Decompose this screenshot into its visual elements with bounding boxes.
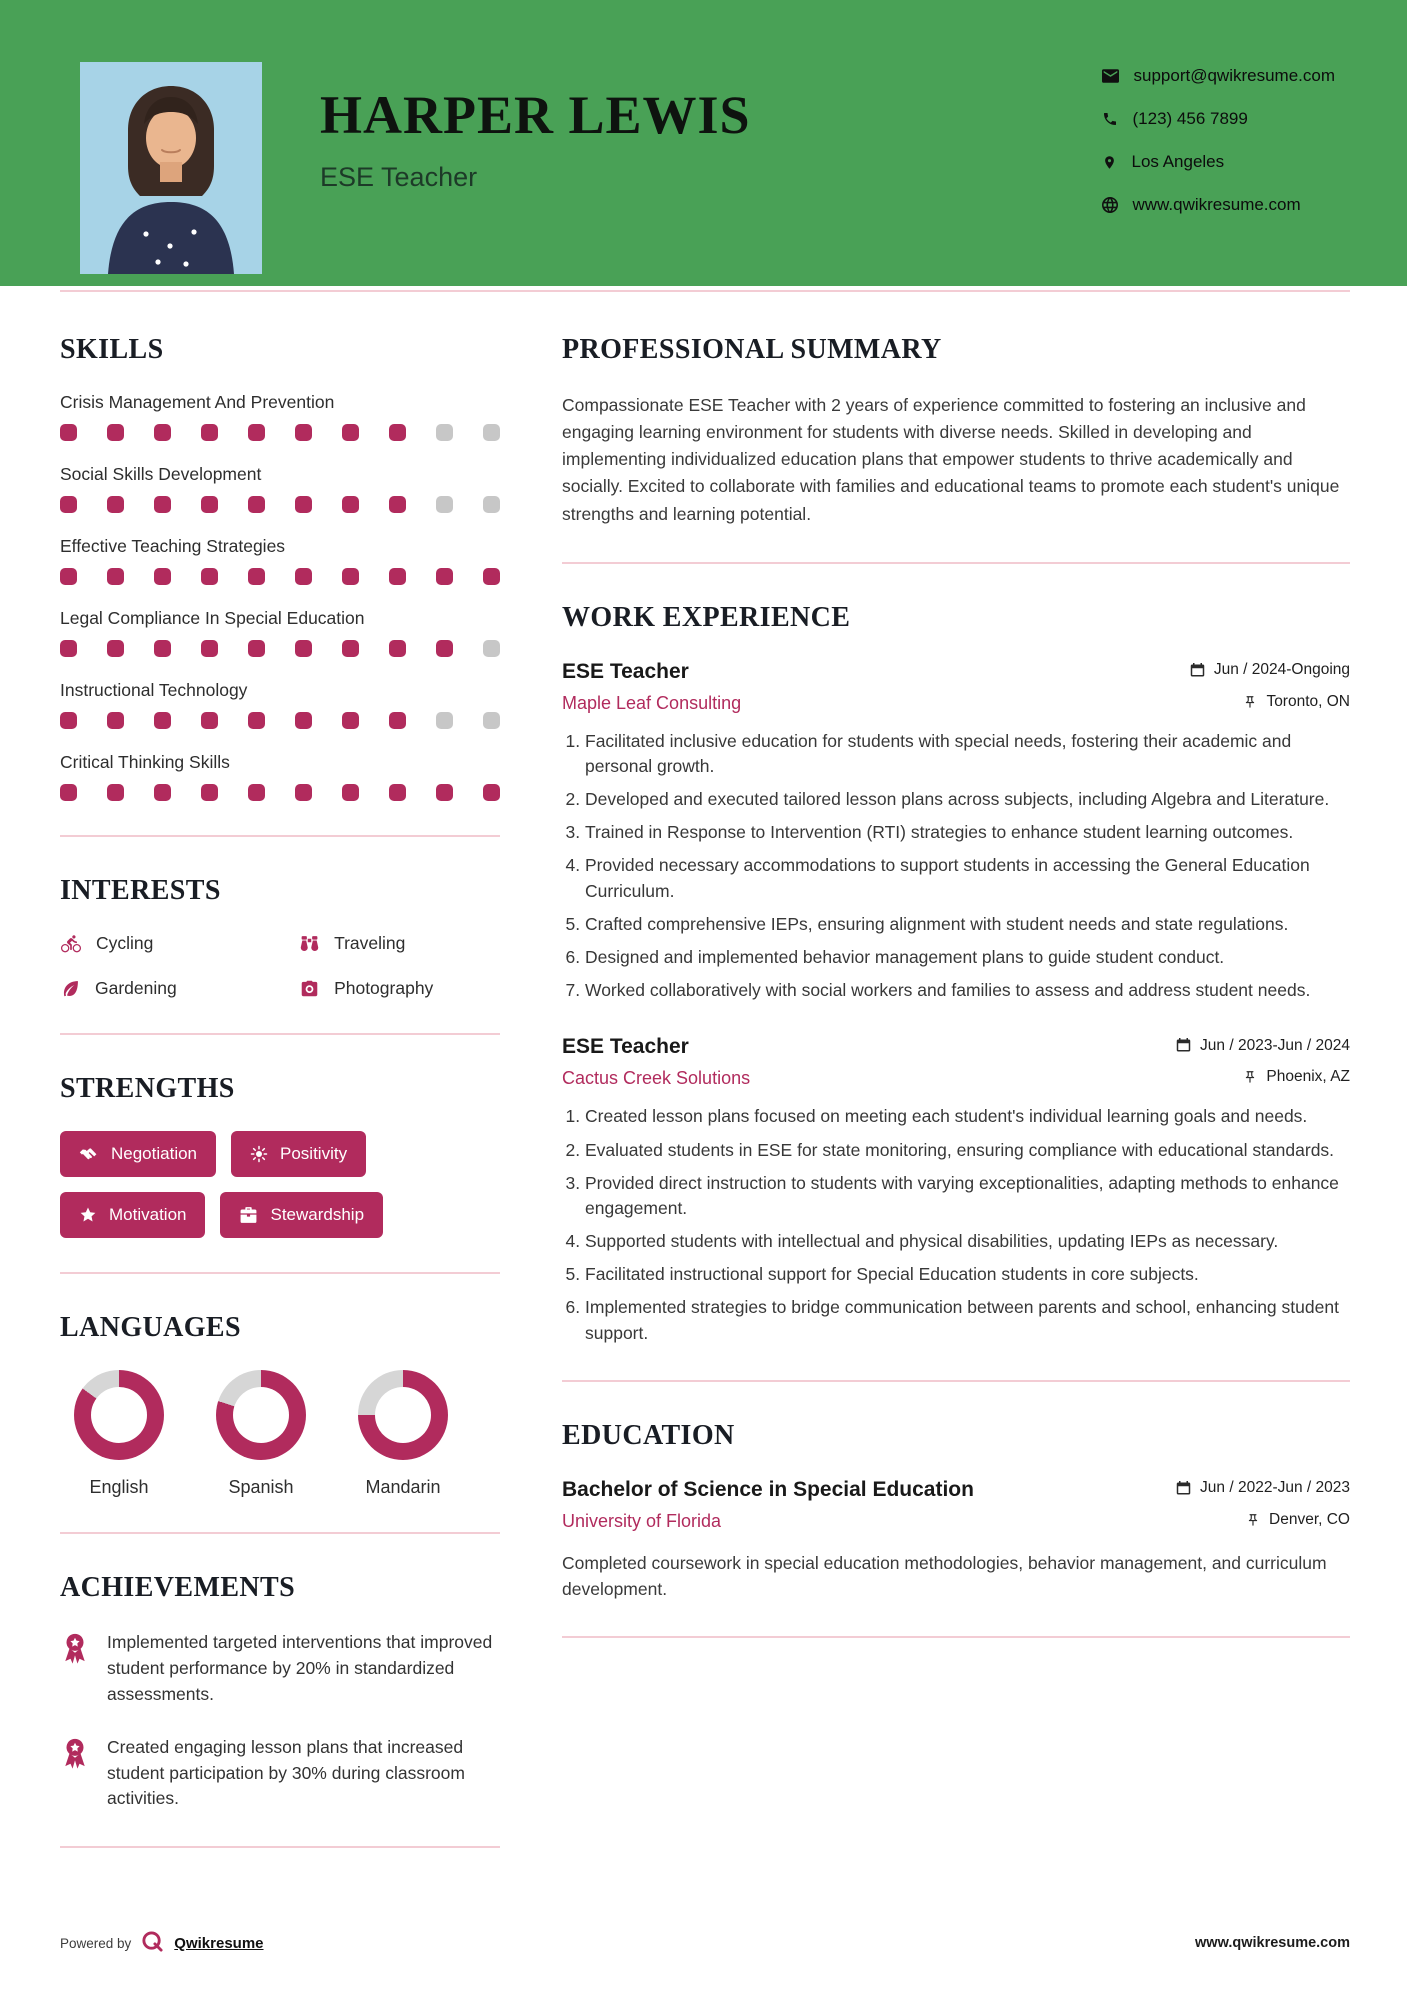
skill-level-dot	[154, 568, 171, 585]
skill-level-dot	[295, 568, 312, 585]
interest-item	[60, 933, 291, 954]
skill-level-dot	[201, 784, 218, 801]
job-entry	[562, 1035, 1350, 1346]
medal-icon	[60, 1737, 90, 1813]
interest-item	[299, 978, 500, 999]
education-header	[562, 1478, 1350, 1502]
name-block	[320, 62, 751, 193]
skill-level-dot	[107, 784, 124, 801]
contact-phone-text: (123) 456 7899	[1132, 109, 1248, 128]
interest-label: Traveling	[334, 933, 406, 953]
job-bullet: 6. Designed and implemented behavior management plans to guide student conduct.	[585, 945, 1350, 970]
skill-level-dot	[107, 424, 124, 441]
strength-badge	[220, 1192, 383, 1238]
education-subheader	[562, 1511, 1350, 1532]
strength-label: Motivation	[109, 1205, 187, 1224]
skill-level-dot	[483, 712, 500, 729]
skill-row	[60, 536, 500, 585]
skill-level-meter	[60, 640, 500, 657]
candidate-title: ESE Teacher	[320, 162, 478, 192]
job-subheader	[562, 693, 1350, 714]
achievement-item	[60, 1630, 500, 1708]
skills-heading: SKILLS	[60, 334, 164, 365]
skill-level-dot	[342, 712, 359, 729]
job-bullets	[562, 729, 1350, 1004]
skill-level-dot	[60, 784, 77, 801]
skill-level-dot	[107, 496, 124, 513]
section-divider	[60, 1846, 500, 1848]
skill-level-dot	[201, 640, 218, 657]
skill-name: Legal Compliance In Special Education	[60, 608, 365, 628]
job-bullet: 6. Implemented strategies to bridge communication between parents and school, enhancing student support.	[585, 1295, 1350, 1345]
job-dates-text: Jun / 2024-Ongoing	[1213, 661, 1350, 679]
skill-level-dot	[483, 568, 500, 585]
skill-level-dot	[342, 640, 359, 657]
skill-level-dot	[436, 712, 453, 729]
contact-website[interactable]	[1102, 195, 1336, 215]
company-name: Cactus Creek Solutions	[562, 1068, 751, 1089]
job-subheader	[562, 1068, 1350, 1089]
skill-level-dot	[60, 712, 77, 729]
company-name: Maple Leaf Consulting	[562, 692, 742, 713]
languages-list	[60, 1370, 500, 1498]
skill-level-dot	[483, 640, 500, 657]
strength-label: Negotiation	[111, 1144, 198, 1163]
strength-badge	[60, 1131, 216, 1177]
section-divider	[60, 1272, 500, 1274]
skill-level-dot	[389, 712, 406, 729]
skill-level-dot	[60, 424, 77, 441]
summary-section	[562, 334, 1350, 528]
section-divider	[60, 1033, 500, 1035]
skill-level-dot	[389, 784, 406, 801]
strengths-list	[60, 1131, 480, 1238]
job-bullet: 5. Crafted comprehensive IEPs, ensuring alignment with student needs and state regulations.	[585, 912, 1350, 937]
pushpin-icon	[1246, 1513, 1260, 1527]
school-name: University of Florida	[562, 1510, 722, 1531]
interest-label: Gardening	[95, 978, 177, 998]
section-divider	[562, 1380, 1350, 1382]
profile-photo	[80, 62, 262, 274]
strengths-section	[60, 1073, 500, 1238]
interests-grid	[60, 933, 500, 999]
skill-level-dot	[154, 424, 171, 441]
calendar-icon	[1176, 1038, 1191, 1053]
education-dates	[1176, 1479, 1350, 1497]
candidate-name: HARPER LEWIS	[320, 85, 751, 145]
section-divider	[60, 1532, 500, 1534]
language-label: English	[89, 1477, 149, 1497]
skill-level-dot	[483, 424, 500, 441]
skill-level-dot	[248, 784, 265, 801]
skill-level-dot	[60, 496, 77, 513]
achievement-item	[60, 1735, 500, 1813]
job-bullet: 2. Developed and executed tailored lesson plans across subjects, including Algebra and Literature.	[585, 787, 1350, 812]
negotiation-icon	[79, 1147, 99, 1162]
skill-row	[60, 392, 500, 441]
skill-level-dot	[342, 784, 359, 801]
skill-level-dot	[342, 424, 359, 441]
skill-level-meter	[60, 496, 500, 513]
skill-level-dot	[248, 424, 265, 441]
skill-level-dot	[154, 784, 171, 801]
motivation-icon	[79, 1206, 97, 1224]
skill-level-dot	[107, 640, 124, 657]
skill-level-dot	[389, 640, 406, 657]
skill-level-meter	[60, 568, 500, 585]
skill-level-dot	[154, 640, 171, 657]
skill-row	[60, 680, 500, 729]
skill-level-dot	[60, 640, 77, 657]
job-bullet: 4. Supported students with intellectual and physical disabilities, updating IEPs as necessary.	[585, 1229, 1350, 1254]
job-bullet: 2. Evaluated students in ESE for state monitoring, ensuring compliance with educational standards.	[585, 1138, 1350, 1163]
powered-by-text: Powered by	[60, 1935, 132, 1951]
powered-by	[60, 1930, 264, 1956]
skill-level-dot	[436, 496, 453, 513]
skill-level-dot	[60, 568, 77, 585]
work-experience-heading: WORK EXPERIENCE	[562, 601, 851, 633]
interest-item	[299, 933, 500, 954]
language-item	[74, 1370, 164, 1498]
traveling-icon	[299, 935, 320, 953]
skill-row	[60, 752, 500, 801]
pushpin-icon	[1243, 1070, 1257, 1084]
interests-section	[60, 875, 500, 999]
job-bullet: 3. Provided direct instruction to students with varying exceptionalities, adapting methods to enhance engagement.	[585, 1171, 1350, 1221]
language-donut-chart	[74, 1370, 164, 1460]
degree-title: Bachelor of Science in Special Education	[562, 1477, 974, 1501]
interest-label: Cycling	[96, 933, 154, 953]
contact-location-text: Los Angeles	[1131, 152, 1225, 171]
skill-level-dot	[248, 496, 265, 513]
skill-level-dot	[295, 640, 312, 657]
qwikresume-logo-icon	[141, 1930, 164, 1956]
languages-section	[60, 1312, 500, 1498]
strength-label: Stewardship	[270, 1205, 365, 1224]
language-label: Spanish	[228, 1477, 294, 1497]
cycling-icon	[60, 934, 82, 954]
job-bullet: 1. Created lesson plans focused on meeting each student's individual learning goals and needs.	[585, 1104, 1350, 1129]
globe-icon	[1102, 197, 1118, 213]
header	[0, 0, 1407, 286]
sidebar	[60, 334, 500, 1886]
skill-name: Instructional Technology	[60, 680, 248, 700]
skill-level-dot	[248, 712, 265, 729]
language-item	[216, 1370, 306, 1498]
skill-row	[60, 608, 500, 657]
medal-icon	[60, 1632, 90, 1708]
interest-item	[60, 978, 291, 999]
job-location-text: Toronto, ON	[1266, 692, 1350, 710]
education-entry	[562, 1478, 1350, 1603]
skill-level-dot	[295, 424, 312, 441]
phone-icon	[1102, 111, 1118, 127]
skills-section	[60, 334, 500, 801]
calendar-icon	[1190, 663, 1205, 678]
pushpin-icon	[1243, 695, 1257, 709]
job-bullet: 5. Facilitated instructional support for Special Education students in core subjects.	[585, 1262, 1350, 1287]
contact-email-text: support@qwikresume.com	[1133, 66, 1335, 85]
job-bullet: 7. Worked collaboratively with social workers and families to assess and address student needs.	[585, 978, 1350, 1003]
achievements-section	[60, 1572, 500, 1812]
job-bullet: 1. Facilitated inclusive education for students with special needs, fostering their academic and personal growth.	[585, 729, 1350, 779]
skill-level-dot	[201, 424, 218, 441]
skill-level-dot	[295, 496, 312, 513]
language-item	[358, 1370, 448, 1498]
skill-row	[60, 464, 500, 513]
skill-level-dot	[436, 424, 453, 441]
skill-level-dot	[107, 712, 124, 729]
job-location-text: Phoenix, AZ	[1266, 1068, 1350, 1086]
education-location-text: Denver, CO	[1269, 1510, 1350, 1528]
education-description: Completed coursework in special education methodologies, behavior management, and curriculum development.	[562, 1552, 1327, 1600]
skill-level-dot	[342, 496, 359, 513]
skill-level-dot	[483, 496, 500, 513]
language-donut-chart	[358, 1370, 448, 1460]
strengths-heading: STRENGTHS	[60, 1073, 235, 1104]
section-divider	[562, 1636, 1350, 1638]
skill-level-dot	[436, 568, 453, 585]
job-dates	[1176, 1037, 1350, 1055]
achievement-text: Created engaging lesson plans that increased student participation by 30% during classroom activities.	[107, 1736, 465, 1809]
section-divider	[60, 835, 500, 837]
main-column	[562, 334, 1350, 1886]
qwikresume-brand-link[interactable]: Qwikresume	[174, 1934, 264, 1952]
language-donut-chart	[216, 1370, 306, 1460]
strength-badge	[60, 1192, 205, 1238]
job-dates-text: Jun / 2023-Jun / 2024	[1200, 1036, 1350, 1054]
education-heading: EDUCATION	[562, 1419, 735, 1451]
skill-level-dot	[248, 640, 265, 657]
skill-level-dot	[201, 712, 218, 729]
contact-website-text: www.qwikresume.com	[1132, 195, 1301, 214]
strength-badge	[231, 1131, 366, 1177]
footer-website: www.qwikresume.com	[1195, 1935, 1350, 1951]
interests-heading: INTERESTS	[60, 875, 221, 906]
job-entry	[562, 660, 1350, 1004]
skill-name: Critical Thinking Skills	[60, 752, 230, 772]
education-section	[562, 1420, 1350, 1603]
job-bullet: 4. Provided necessary accommodations to support students in accessing the General Education Curriculum.	[585, 853, 1350, 903]
photography-icon	[299, 979, 320, 998]
contact-phone[interactable]	[1102, 109, 1336, 129]
contact-list	[1102, 66, 1336, 215]
job-header	[562, 1035, 1350, 1059]
footer	[60, 1930, 1350, 1956]
work-experience-section	[562, 602, 1350, 1346]
summary-text: Compassionate ESE Teacher with 2 years of experience committed to fostering an inclusive and engaging learning environment for students with diverse needs. Skilled in developing and implementing individualized education plans that empower students to thrive academically and socially. Excited to collaborate with families and educational teams to promote each student's unique strengths and learning potential.	[562, 395, 1340, 524]
contact-location[interactable]	[1102, 152, 1336, 172]
job-bullet: 3. Trained in Response to Intervention (RTI) strategies to enhance student learning outcomes.	[585, 820, 1350, 845]
skill-name: Social Skills Development	[60, 464, 262, 484]
education-location	[1246, 1511, 1350, 1529]
job-title: ESE Teacher	[562, 1035, 689, 1059]
achievement-text: Implemented targeted interventions that improved student performance by 20% in standardized assessments.	[107, 1632, 493, 1704]
skill-level-meter	[60, 424, 500, 441]
skill-level-dot	[201, 568, 218, 585]
language-label: Mandarin	[365, 1477, 441, 1497]
job-header	[562, 660, 1350, 684]
main-content	[0, 292, 1407, 1886]
skill-level-dot	[201, 496, 218, 513]
interest-label: Photography	[334, 978, 434, 998]
profile-photo-image	[80, 62, 262, 274]
job-dates	[1190, 661, 1350, 679]
skill-level-dot	[154, 712, 171, 729]
section-divider	[562, 562, 1350, 564]
job-location	[1243, 693, 1350, 711]
job-title: ESE Teacher	[562, 659, 689, 683]
summary-heading: PROFESSIONAL SUMMARY	[562, 334, 942, 365]
skill-name: Effective Teaching Strategies	[60, 536, 286, 556]
skill-level-meter	[60, 712, 500, 729]
job-bullets	[562, 1104, 1350, 1346]
email-icon	[1102, 69, 1119, 83]
skill-level-dot	[107, 568, 124, 585]
skill-level-dot	[483, 784, 500, 801]
skill-level-dot	[248, 568, 265, 585]
gardening-icon	[60, 978, 81, 999]
skill-level-dot	[436, 784, 453, 801]
location-icon	[1102, 154, 1117, 171]
strength-label: Positivity	[280, 1144, 348, 1163]
contact-email[interactable]	[1102, 66, 1336, 86]
skill-level-meter	[60, 784, 500, 801]
skill-name: Crisis Management And Prevention	[60, 392, 335, 412]
skill-level-dot	[154, 496, 171, 513]
skill-level-dot	[389, 568, 406, 585]
skill-level-dot	[436, 640, 453, 657]
skill-level-dot	[295, 784, 312, 801]
skill-level-dot	[389, 496, 406, 513]
positivity-icon	[250, 1145, 268, 1163]
skill-level-dot	[295, 712, 312, 729]
skill-level-dot	[342, 568, 359, 585]
education-dates-text: Jun / 2022-Jun / 2023	[1200, 1479, 1350, 1497]
calendar-icon	[1176, 1481, 1191, 1496]
skill-level-dot	[389, 424, 406, 441]
languages-heading: LANGUAGES	[60, 1312, 241, 1343]
achievements-heading: ACHIEVEMENTS	[60, 1572, 296, 1603]
job-location	[1243, 1068, 1350, 1086]
stewardship-icon	[239, 1206, 258, 1224]
